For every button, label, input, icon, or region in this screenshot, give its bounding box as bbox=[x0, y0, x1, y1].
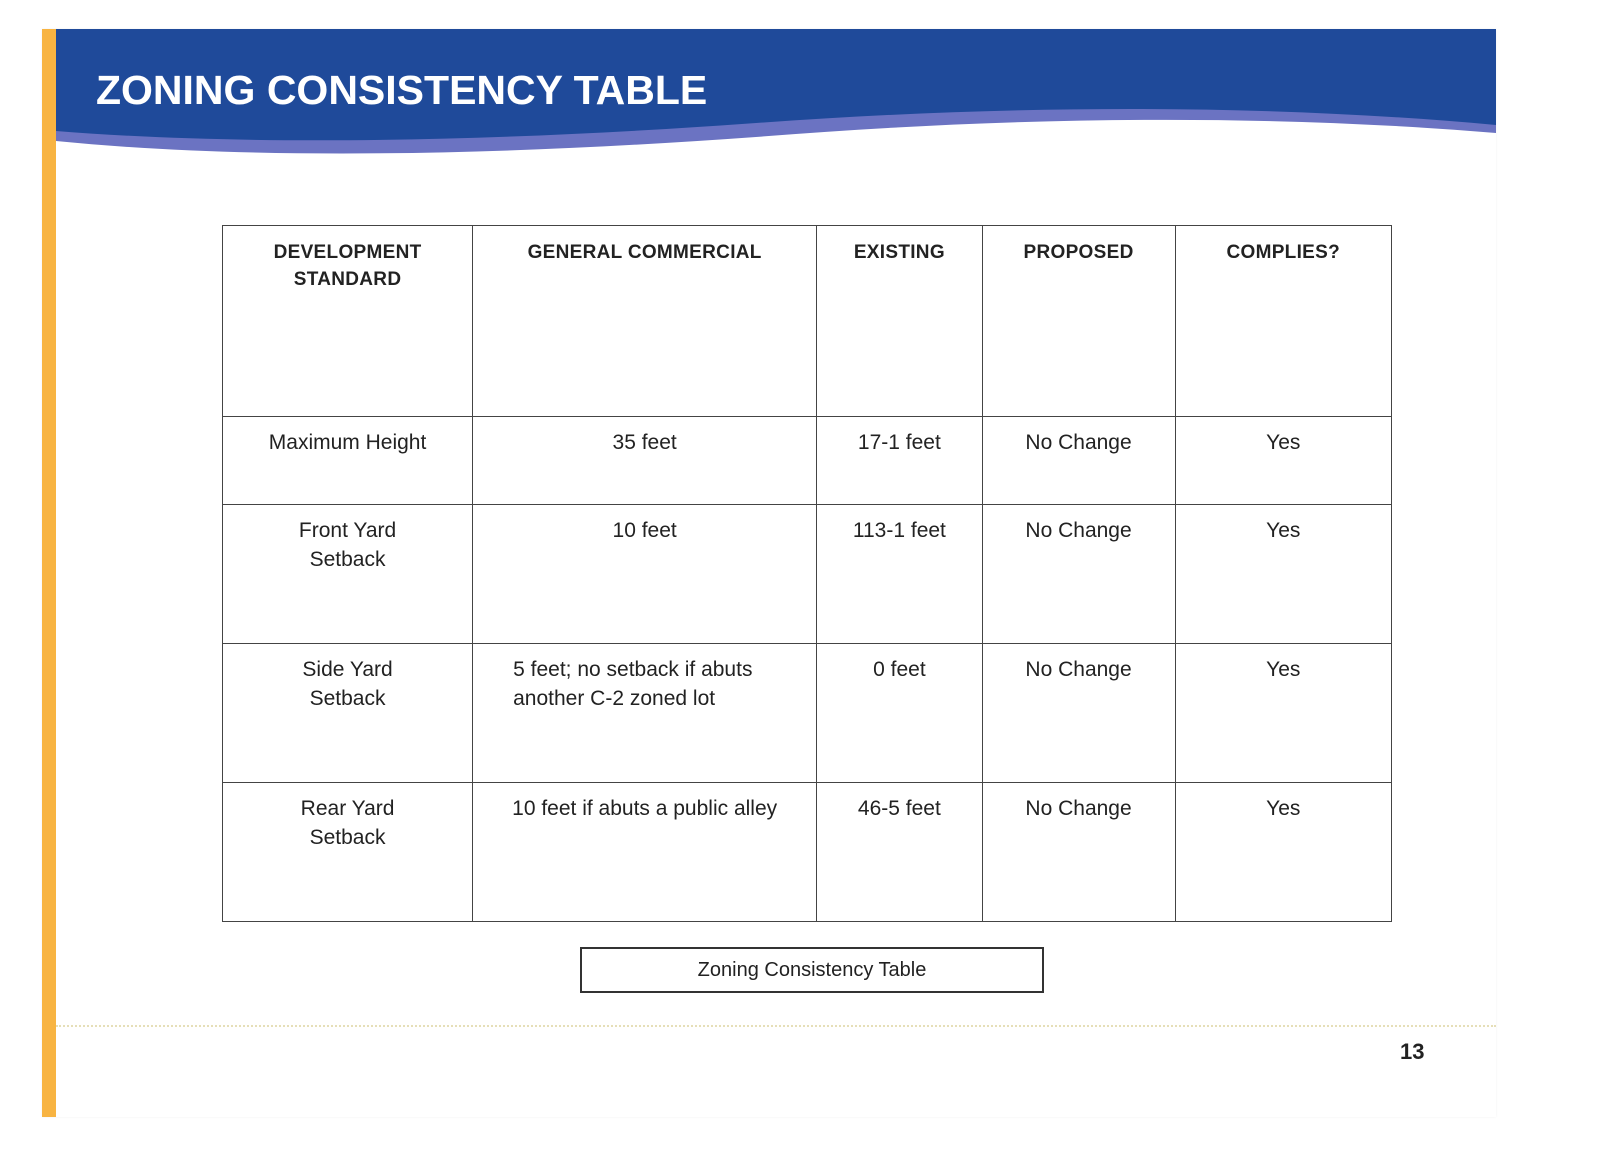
table-cell: 35 feet bbox=[473, 417, 817, 505]
table-cell: Yes bbox=[1175, 417, 1391, 505]
header-complies: COMPLIES? bbox=[1175, 226, 1391, 417]
page-number: 13 bbox=[1400, 1039, 1425, 1064]
header-existing: EXISTING bbox=[817, 226, 982, 417]
cell-text: 5 feet; no setback if abuts another C-2 zoned lot bbox=[513, 658, 753, 710]
table-row bbox=[223, 505, 1392, 644]
slide-title: ZONING CONSISTENCY TABLE bbox=[96, 67, 708, 113]
slide bbox=[42, 29, 1496, 1117]
table-cell bbox=[223, 783, 473, 922]
header-label: DEVELOPMENT STANDARD bbox=[273, 242, 422, 290]
table-cell: 0 feet bbox=[817, 644, 982, 783]
table-cell: Yes bbox=[1175, 644, 1391, 783]
table-cell: No Change bbox=[982, 783, 1175, 922]
table-row bbox=[223, 644, 1392, 783]
table-row bbox=[223, 417, 1392, 505]
table-cell: 10 feet bbox=[473, 505, 817, 644]
cell-text: Rear Yard Setback bbox=[300, 797, 395, 849]
slide-header bbox=[56, 29, 1496, 179]
table-cell: No Change bbox=[982, 505, 1175, 644]
table-cell: No Change bbox=[982, 417, 1175, 505]
header-general-commercial: GENERAL COMMERCIAL bbox=[473, 226, 817, 417]
table-cell: 10 feet if abuts a public alley bbox=[473, 783, 817, 922]
table-cell: 46-5 feet bbox=[817, 783, 982, 922]
footer-divider bbox=[56, 1025, 1496, 1027]
table-header-row bbox=[223, 226, 1392, 417]
zoning-table bbox=[222, 225, 1392, 922]
table-cell: 17-1 feet bbox=[817, 417, 982, 505]
header-proposed: PROPOSED bbox=[982, 226, 1175, 417]
table-row bbox=[223, 783, 1392, 922]
cell-text: Front Yard Setback bbox=[298, 519, 397, 571]
table-cell: Maximum Height bbox=[223, 417, 473, 505]
table-caption: Zoning Consistency Table bbox=[580, 947, 1044, 993]
cell-text: Side Yard Setback bbox=[302, 658, 393, 710]
table-cell: 113-1 feet bbox=[817, 505, 982, 644]
table-cell bbox=[223, 505, 473, 644]
table-cell: Yes bbox=[1175, 505, 1391, 644]
accent-bar bbox=[42, 29, 56, 1117]
header-development-standard bbox=[223, 226, 473, 417]
table-cell bbox=[223, 644, 473, 783]
table-cell: No Change bbox=[982, 644, 1175, 783]
table-cell: Yes bbox=[1175, 783, 1391, 922]
table-cell bbox=[473, 644, 817, 783]
